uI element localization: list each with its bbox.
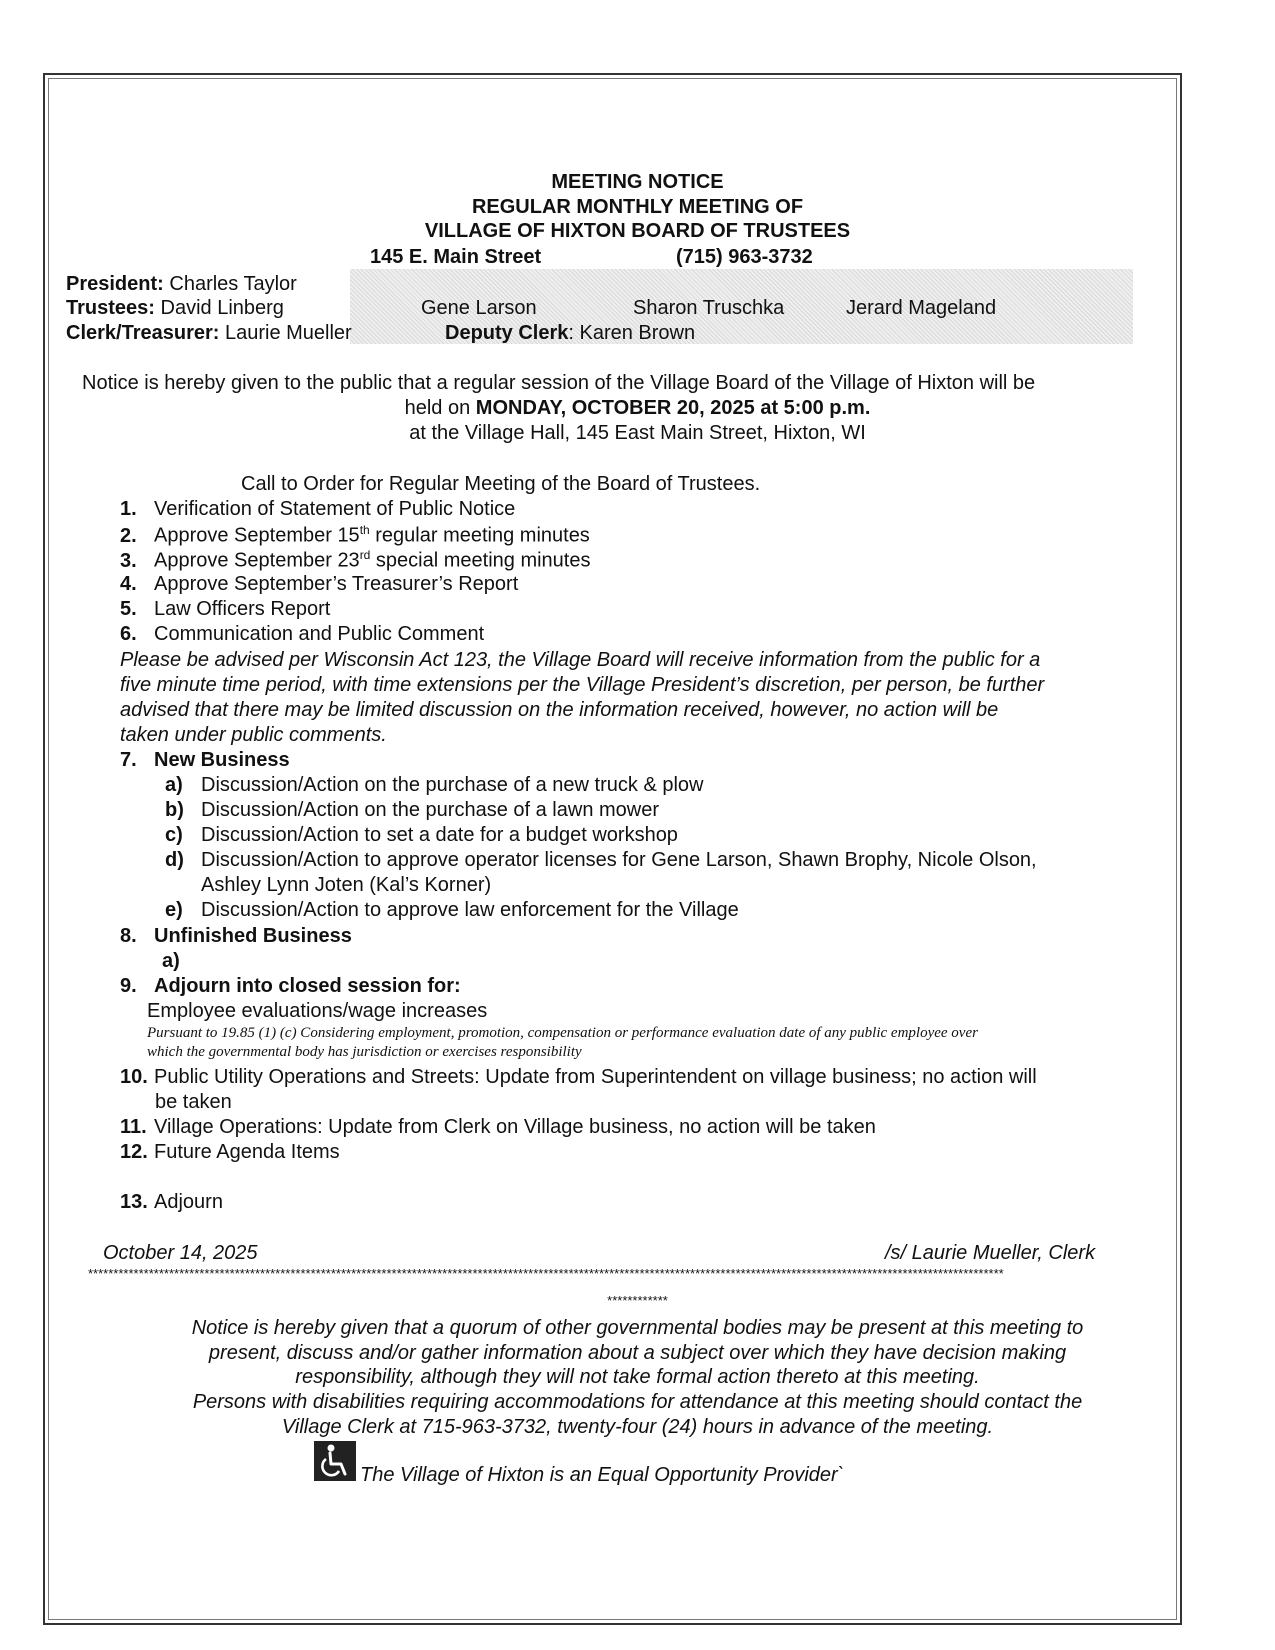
item-number: 4. [120,573,137,595]
section-heading: Unfinished Business [154,925,352,947]
agenda-item-10-cont: be taken [155,1091,232,1113]
deputy-name: : Karen Brown [568,322,696,344]
clerk-line [66,322,352,345]
item-text: Verification of Statement of Public Notice [154,498,516,520]
item-number: 8. [120,925,137,947]
item-number: 10. [120,1066,148,1088]
separator-stars: ************************************************************************************************************************************************************************************* [88,1266,1004,1281]
agenda-item-5 [120,598,330,621]
ordinal-suffix: th [359,523,370,537]
trustee-3: Sharon Truschka [633,297,785,319]
trustee-4: Jerard Mageland [846,297,997,319]
notice-line-2 [0,397,1275,420]
president-label: President: [66,273,164,295]
advisory-line-3: advised that there may be limited discussion on the information received, however, no action will be [120,699,999,721]
header-address: 145 E. Main Street [370,246,542,268]
agenda-item-10 [120,1066,1037,1089]
trustee-1: David Linberg [160,297,284,319]
sub-text: Discussion/Action on the purchase of a lawn mower [201,799,660,821]
disabilities-line-1: Persons with disabilities requiring accommodations for attendance at this meeting should contact the [192,1391,1083,1413]
trustee-2: Gene Larson [421,297,537,319]
item-text: Communication and Public Comment [154,623,485,645]
agenda-item-13 [120,1191,223,1214]
sub-text: Discussion/Action on the purchase of a new truck & plow [201,774,704,796]
advisory-line-4: taken under public comments. [120,724,387,746]
wheelchair-icon [314,1441,356,1481]
notice-held-on: held on [404,397,476,419]
president-line [66,273,297,296]
agenda-item-7 [120,749,290,772]
item-number: 5. [120,598,137,620]
agenda-item-9 [120,975,461,998]
agenda-item-3 [120,548,590,573]
new-business-d [165,849,1037,872]
statute-line-2: which the governmental body has jurisdiction or exercises responsibility [147,1044,582,1060]
item-text: Adjourn [154,1191,223,1213]
statute-line-1: Pursuant to 19.85 (1) (c) Considering employment, promotion, compensation or performance evaluation date of any public employee over [147,1025,978,1041]
notice-date: October 14, 2025 [103,1242,258,1264]
section-heading: New Business [154,749,290,771]
item-number: 9. [120,975,137,997]
item-number: 6. [120,623,137,645]
clerk-signature: /s/ Laurie Mueller, Clerk [885,1242,1096,1264]
equal-opportunity-statement: The Village of Hixton is an Equal Opportunity Provider` [360,1464,845,1486]
sub-text: Discussion/Action to approve operator licenses for Gene Larson, Shawn Brophy, Nicole Olson, [201,849,1037,871]
sub-text: Discussion/Action to set a date for a budget workshop [201,824,678,846]
notice-line-1: Notice is hereby given to the public that a regular session of the Village Board of the Village of Hixton will be [82,372,1036,394]
quorum-line-1: Notice is hereby given that a quorum of other governmental bodies may be present at this meeting to [191,1317,1084,1339]
unfinished-a: a) [162,950,180,972]
item-text: Future Agenda Items [154,1141,340,1163]
item-text-end: special meeting minutes [370,549,591,572]
agenda-item-2 [120,523,590,548]
agenda-item-6 [120,623,484,646]
item-number: 7. [120,749,137,771]
item-text: Approve September’s Treasurer’s Report [154,573,519,595]
new-business-d-cont: Ashley Lynn Joten (Kal’s Korner) [201,874,492,896]
president-name: Charles Taylor [169,273,297,295]
item-number: 1. [120,498,137,520]
item-text: Village Operations: Update from Clerk on Village business, no action will be taken [154,1116,876,1138]
meeting-datetime: MONDAY, OCTOBER 20, 2025 at 5:00 p.m. [475,397,871,419]
item-text: Public Utility Operations and Streets: Update from Superintendent on village business; no action will [154,1066,1037,1088]
clerk-name: Laurie Mueller [224,322,352,344]
item-text: Approve September 15 [154,524,360,547]
ordinal-suffix: rd [359,548,371,562]
item-text: Approve September 23 [154,549,360,572]
new-business-e [165,899,739,922]
item-number: 2. [120,524,137,547]
closed-session-topic: Employee evaluations/wage increases [147,1000,488,1022]
item-number: 11. [120,1116,147,1138]
sub-letter: e) [165,899,183,921]
disabilities-line-2: Village Clerk at 715-963-3732, twenty-four (24) hours in advance of the meeting. [281,1416,994,1438]
sub-letter: a) [165,774,183,796]
deputy-line [445,322,695,345]
sub-letter: d) [165,849,184,871]
trustees-label: Trustees: [66,297,155,319]
title-village-board: VILLAGE OF HIXTON BOARD OF TRUSTEES [424,220,851,242]
clerk-label: Clerk/Treasurer: [66,322,220,344]
title-meeting-notice: MEETING NOTICE [551,171,724,193]
advisory-line-2: five minute time period, with time extensions per the Village President’s discretion, per person, be further [120,674,1045,696]
sub-text: Discussion/Action to approve law enforcement for the Village [201,899,739,921]
quorum-line-3: responsibility, although they will not take formal action thereto at this meeting. [295,1366,980,1388]
item-text-end: regular meeting minutes [369,524,590,547]
deputy-label: Deputy Clerk [445,322,569,344]
sub-letter: b) [165,799,184,821]
advisory-line-1: Please be advised per Wisconsin Act 123, the Village Board will receive information from the public for a [120,649,1041,671]
item-text: Law Officers Report [154,598,331,620]
item-number: 13. [120,1191,148,1213]
header-phone: (715) 963-3732 [676,246,813,268]
separator-stars-short: ************ [607,1293,668,1308]
item-number: 3. [120,549,137,572]
agenda-item-8 [120,925,352,948]
agenda-item-4 [120,573,518,596]
quorum-line-2: present, discuss and/or gather information about a subject over which they have decision making [208,1342,1067,1364]
new-business-a [165,774,703,797]
section-heading: Adjourn into closed session for: [154,975,461,997]
agenda-item-1 [120,498,515,521]
call-to-order: Call to Order for Regular Meeting of the Board of Trustees. [241,473,761,495]
trustees-label-line [66,297,284,320]
notice-line-3: at the Village Hall, 145 East Main Street, Hixton, WI [409,422,866,444]
agenda-item-11 [120,1116,876,1139]
agenda-item-12 [120,1141,340,1164]
item-number: 12. [120,1141,148,1163]
title-regular-monthly: REGULAR MONTHLY MEETING OF [471,196,804,218]
new-business-b [165,799,659,822]
sub-letter: c) [165,824,183,846]
new-business-c [165,824,678,847]
